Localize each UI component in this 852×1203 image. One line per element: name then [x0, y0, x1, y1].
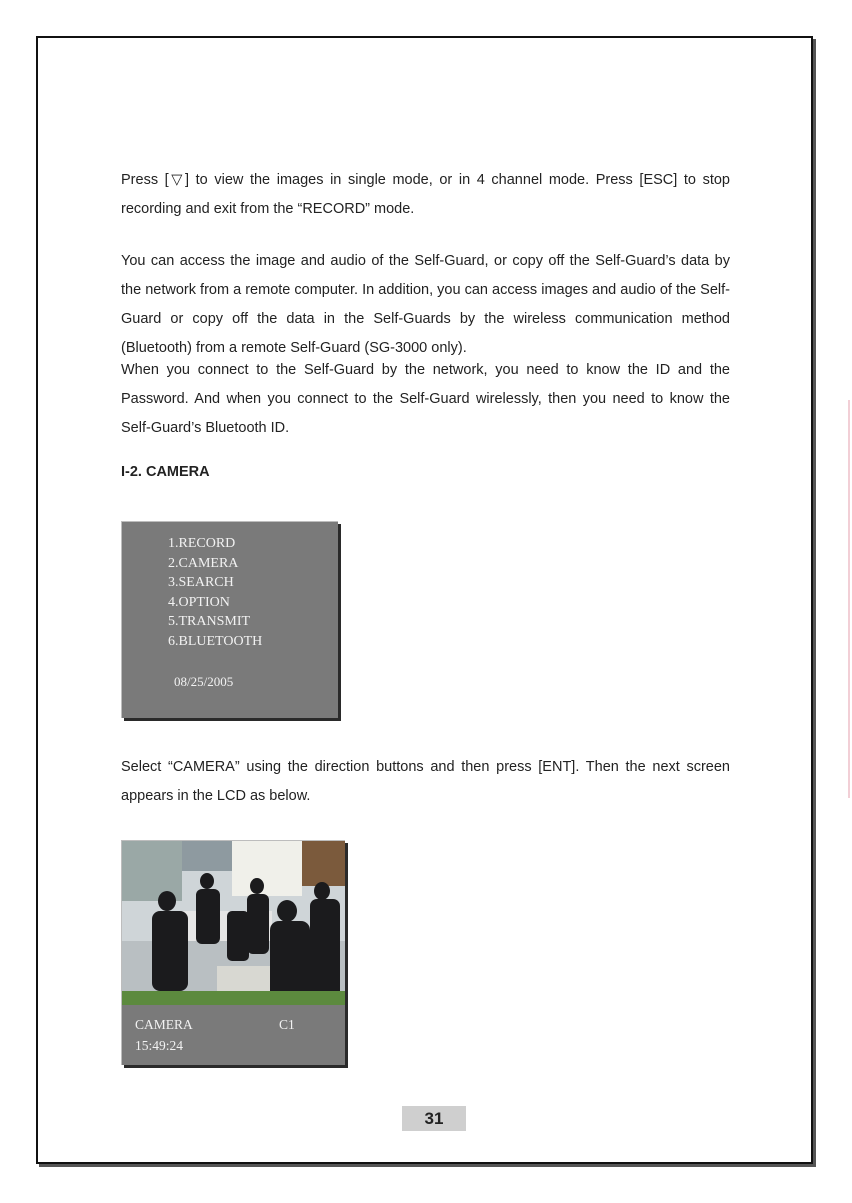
- page-number: 31: [402, 1106, 466, 1131]
- menu-item-option: 4.OPTION: [168, 594, 230, 610]
- menu-date: 08/25/2005: [174, 674, 234, 689]
- camera-time-label: 15:49:24: [135, 1038, 184, 1053]
- paragraph-remote-access: You can access the image and audio of the Self-Guard, or copy off the Self-Guard’s data by the network from a remote computer. In addition, you can access images and audio of the Self-Guard or copy off the data in the Self-Guards by the wireless communication method (Bluetooth) from a remote Self-Guard (SG-3000 only).: [121, 253, 730, 356]
- section-heading: I-2. CAMERA: [121, 464, 210, 480]
- paragraph-view-mode: Press [▽] to view the images in single mode, or in 4 channel mode. Press [ESC] to stop recording and exit from the “RECORD” mode.: [121, 172, 730, 217]
- menu-item-record: 1.RECORD: [168, 536, 236, 551]
- camera-feed-image: [122, 841, 345, 1005]
- menu-list: [168, 534, 262, 651]
- lcd-menu-screen: [121, 521, 338, 718]
- paragraph-select-camera: Select “CAMERA” using the direction buttons and then press [ENT]. Then the next screen appears in the LCD as below.: [121, 759, 730, 804]
- lcd-camera-screen: [121, 840, 345, 1065]
- menu-item-search: 3.SEARCH: [168, 575, 234, 590]
- menu-item-camera: 2.CAMERA: [168, 555, 239, 571]
- menu-item-bluetooth: 6.BLUETOOTH: [168, 633, 263, 649]
- camera-channel-label: C1: [279, 1017, 295, 1032]
- paragraph-connection-id: When you connect to the Self-Guard by the network, you need to know the ID and the Password. And when you connect to the Self-Guard wirelessly, then you need to know the Self-Guard’s Bluetooth ID.: [121, 362, 730, 436]
- page-edge-mark: [848, 400, 850, 798]
- menu-item-transmit: 5.TRANSMIT: [168, 614, 251, 629]
- camera-mode-label: CAMERA: [135, 1017, 193, 1032]
